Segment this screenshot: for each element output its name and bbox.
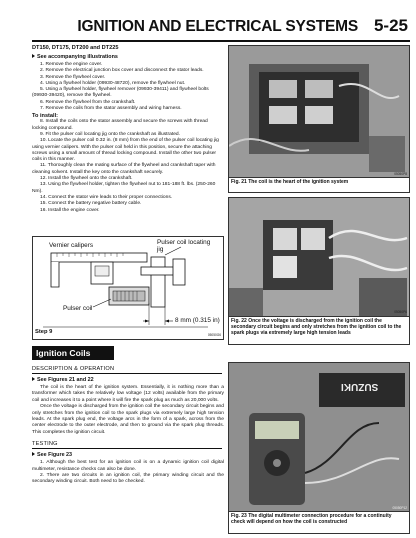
section-title: DT150, DT175, DT200 and DT225 <box>32 45 119 51</box>
fig22-caption: Fig. 22 Once the voltage is discharged from the ignition coil the secondary circuit begins and only stretches from the ignition coil to the spark plugs via extremely large high tension leads <box>229 316 409 338</box>
fig23-photo <box>229 363 409 511</box>
step-item: 15. Connect the battery negative battery cable. <box>40 201 142 207</box>
step9-figure <box>32 236 224 340</box>
step-item: 14. Connect the stator wire leads to their proper connections. <box>40 194 173 200</box>
label-dimension: 8 mm (0.315 in) <box>175 317 220 324</box>
ignition-coils-section <box>32 363 224 486</box>
arrow-bullet-icon <box>32 54 35 58</box>
label-vernier-calipers: Vernier calipers <box>49 242 94 249</box>
ignition-coil-photo <box>229 46 409 177</box>
heading-rule <box>32 373 222 374</box>
step-item: 8. Install the coils onto the stator assembly and secure the screws with thread locking compound. <box>32 119 208 131</box>
removal-steps <box>32 62 224 112</box>
fig22 <box>228 197 410 345</box>
step-item: 1. Remove the engine cover. <box>40 62 103 67</box>
paragraph: 1. Although the best test for an ignition coil is on a dynamic ignition coil digital multimeter, resistance checks can also be done. <box>32 460 224 472</box>
paragraph: The coil is the heart of the ignition system. Essentially, it is nothing more than a transformer which takes the relatively low voltage (12 volts) available from the primary coil and increases it to a point where it will fire the spark plug as much as 20,000 volts. <box>32 385 224 403</box>
fig23-caption: Fig. 23 The digital multimeter connection procedure for a continuity check will depend on how the coil is constructed <box>229 511 409 526</box>
fig21-caption: Fig. 21 The coil is the heart of the ignition system <box>229 177 409 186</box>
step-item: 7. Remove the coils from the stator assembly and wiring harness. <box>40 106 182 112</box>
secondary-circuit-photo <box>229 198 409 316</box>
page-number: 5-25 <box>373 16 408 35</box>
install-steps <box>32 119 224 213</box>
figure-code: 05050G6 <box>207 333 221 337</box>
step-item: 9. Fit the pulser coil locating jig onto the crankshaft as illustrated. <box>40 131 180 137</box>
install-heading: To install: <box>32 113 58 120</box>
arrow-bullet-icon <box>32 377 35 381</box>
paragraph: Once the voltage is discharged from the ignition coil the secondary circuit begins and only stretches from the ignition coil to the spark plugs via extremely large high tension leads. At the spark plug end, the voltage arcs in the form of a spark, across from the center electrode to the outer electrode, and then to ground via the spark plug threads. This completes the ignition circuit. <box>32 404 224 435</box>
description-heading: DESCRIPTION & OPERATION <box>32 366 115 372</box>
step-label: Step 9 <box>35 329 53 335</box>
step-item: 3. Remove the flywheel cover. <box>40 74 106 80</box>
suzuki-brand-text: SUZUKI <box>341 381 379 392</box>
step-item: 10. Locate the pulser coil 0.32 in. (8 mm) from the end of the pulser coil locating jig using vernier calipers. With the pulser coil held in this position, secure the attaching screws using a small amount of thread locking compound. Install the other two pulser coils in this manner. <box>32 138 219 163</box>
label-pulser-coil: Pulser coil <box>63 305 93 312</box>
section-banner: Ignition Coils <box>32 346 114 360</box>
label-pulser-coil-jig: Pulser coil locating jig <box>157 239 211 253</box>
step-item: 2. Remove the electrical junction box cover and disconnect the stator leads. <box>40 68 204 74</box>
arrow-bullet-icon <box>32 452 35 456</box>
fig22-photo <box>229 198 409 316</box>
step-item: 5. Using a flywheel holder, flywheel remover (09930-39411) and flywheel bolts (09930-39420), remove the flywheel. <box>32 87 209 99</box>
procedure-column <box>32 45 224 214</box>
see-figures: See Figures 21 and 22 <box>32 377 224 383</box>
see-illustrations: See accompanying illustrations <box>32 54 224 60</box>
step-item: 16. Install the engine cover. <box>40 207 100 213</box>
step-item: 4. Using a flywheel holder (09930-48720), remove the flywheel nut. <box>40 80 186 86</box>
testing-heading: TESTING <box>32 441 58 448</box>
page-header <box>0 0 416 42</box>
figure-code: 05050P8 <box>394 172 407 176</box>
step-item: 6. Remove the flywheel from the crankshaft. <box>40 99 136 105</box>
fig21-photo <box>229 46 409 177</box>
heading-rule <box>32 448 222 449</box>
header-rule <box>32 40 410 42</box>
fig21 <box>228 45 410 193</box>
step-item: 12. Install the flywheel onto the crankshaft. <box>40 176 133 182</box>
figure-code: 05050P6 <box>394 310 407 314</box>
chapter-title: IGNITION AND ELECTRICAL SYSTEMS <box>77 18 358 35</box>
step-item: 11. Thoroughly clean the mating surface of the flywheel and crankshaft taper with cleaning solvent. Install the key onto the crankshaft securely. <box>32 163 216 175</box>
figure-code: 05050P12 <box>392 506 407 510</box>
paragraph: 2. There are two circuits in an ignition coil, the primary winding circuit and the secondary winding circuit. Both need to be checked. <box>32 473 224 485</box>
step-item: 13. Using the flywheel holder, tighten the flywheel nut to 181-188 ft. lbs. (250-260 Nm). <box>32 182 216 194</box>
multimeter-photo <box>229 363 409 511</box>
see-figure-23: See Figure 23 <box>32 452 224 458</box>
fig23 <box>228 362 410 534</box>
